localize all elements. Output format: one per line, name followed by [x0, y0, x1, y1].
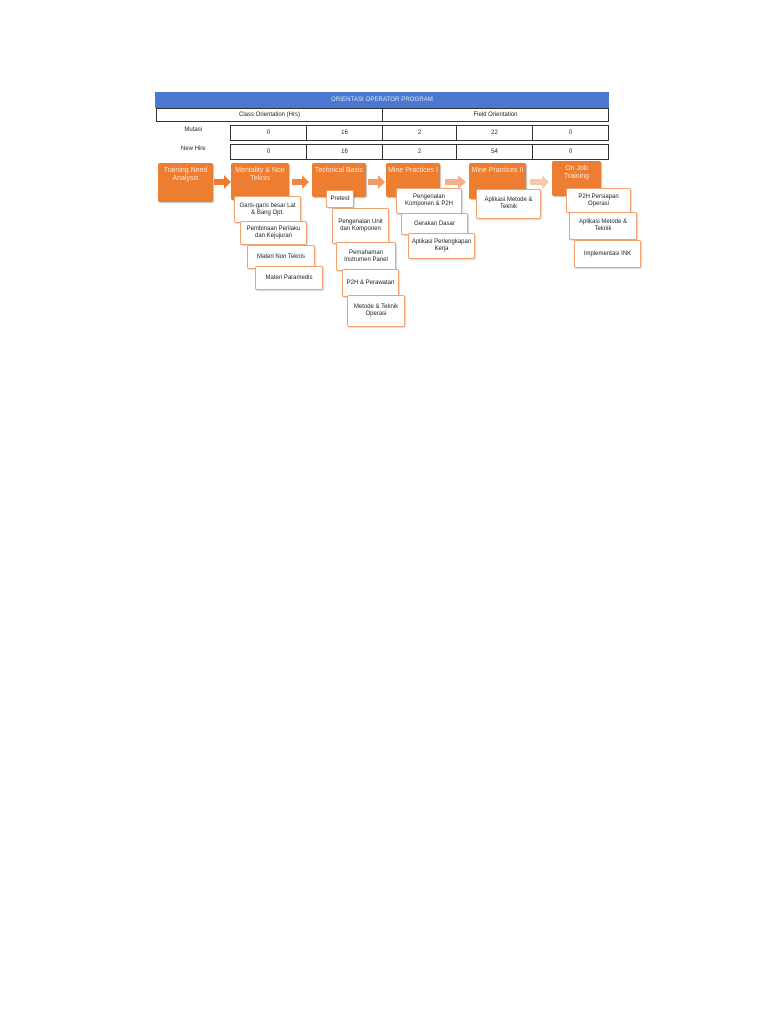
- sub-item: Metode & Teknik Operasi: [347, 295, 405, 327]
- row-label: New Hire: [180, 145, 206, 152]
- step-training-need-analysis: Training Need Analysis: [158, 163, 213, 202]
- arrow-icon: [292, 175, 310, 189]
- arrow-icon: [445, 175, 467, 189]
- sub-item: Aplikasi Perlengkapan Kerja: [408, 233, 475, 259]
- table-cell: 0: [231, 126, 307, 141]
- sub-item: Pretest: [326, 190, 354, 208]
- sub-item: Aplikasi Metode & Teknik: [476, 189, 541, 219]
- sub-item: Garis-garis besar Lat & Bang Opt.: [234, 196, 301, 223]
- sub-item: Materi Paramedis: [255, 266, 323, 290]
- table-cell: 2: [383, 126, 457, 141]
- arrow-icon: [368, 175, 386, 189]
- step-mine-practices-2: Mine Practices II: [469, 163, 526, 199]
- table-cell: 0: [533, 145, 609, 160]
- table-cell: 22: [457, 126, 533, 141]
- sub-item: Pengenalan Komponen & P2H: [396, 188, 462, 214]
- arrow-icon: [530, 175, 550, 189]
- program-banner: ORIENTASI OPERATOR PROGRAM: [155, 92, 609, 108]
- table-cell: 0: [533, 126, 609, 141]
- step-mentality-non-teknis: Mentality & Non Teknis: [231, 163, 289, 200]
- sub-item: Materi Non Teknis: [247, 245, 315, 269]
- row-label: Mutasi: [184, 126, 203, 133]
- field-orientation-header: Field Orientation: [383, 109, 609, 122]
- sub-item: Pembinaan Perilaku dan Kejujuran: [240, 221, 307, 245]
- sub-item: Implementasi INK: [574, 240, 641, 268]
- sub-item: P2H & Perawatan: [342, 269, 399, 297]
- orientation-table: [156, 108, 609, 160]
- table-header-row: [157, 109, 609, 122]
- sub-item: Pengenalan Unit dan Komponen: [332, 208, 389, 244]
- table-cell: 2: [383, 145, 457, 160]
- sub-item: Pemahaman Instrumen Panel: [336, 242, 396, 271]
- step-mine-practices-1: Mine Practices I: [386, 163, 440, 197]
- table-cell: 16: [307, 145, 383, 160]
- sub-item: Gerakan Dasar: [401, 213, 468, 235]
- sub-item: P2H Persiapan Operasi: [566, 188, 631, 213]
- table-cell: 16: [307, 126, 383, 141]
- table-row: [157, 145, 609, 160]
- table-row: [157, 126, 609, 141]
- step-on-job-training: On Job Training: [552, 161, 601, 196]
- table-cell: 54: [457, 145, 533, 160]
- sub-item: Aplikasi Metode & Teknik: [569, 212, 637, 240]
- class-orientation-header: Class Orientation (Hrs): [157, 109, 383, 122]
- table-cell: 0: [231, 145, 307, 160]
- step-technical-basic: Technical Basic: [312, 163, 366, 197]
- arrow-icon: [214, 175, 232, 189]
